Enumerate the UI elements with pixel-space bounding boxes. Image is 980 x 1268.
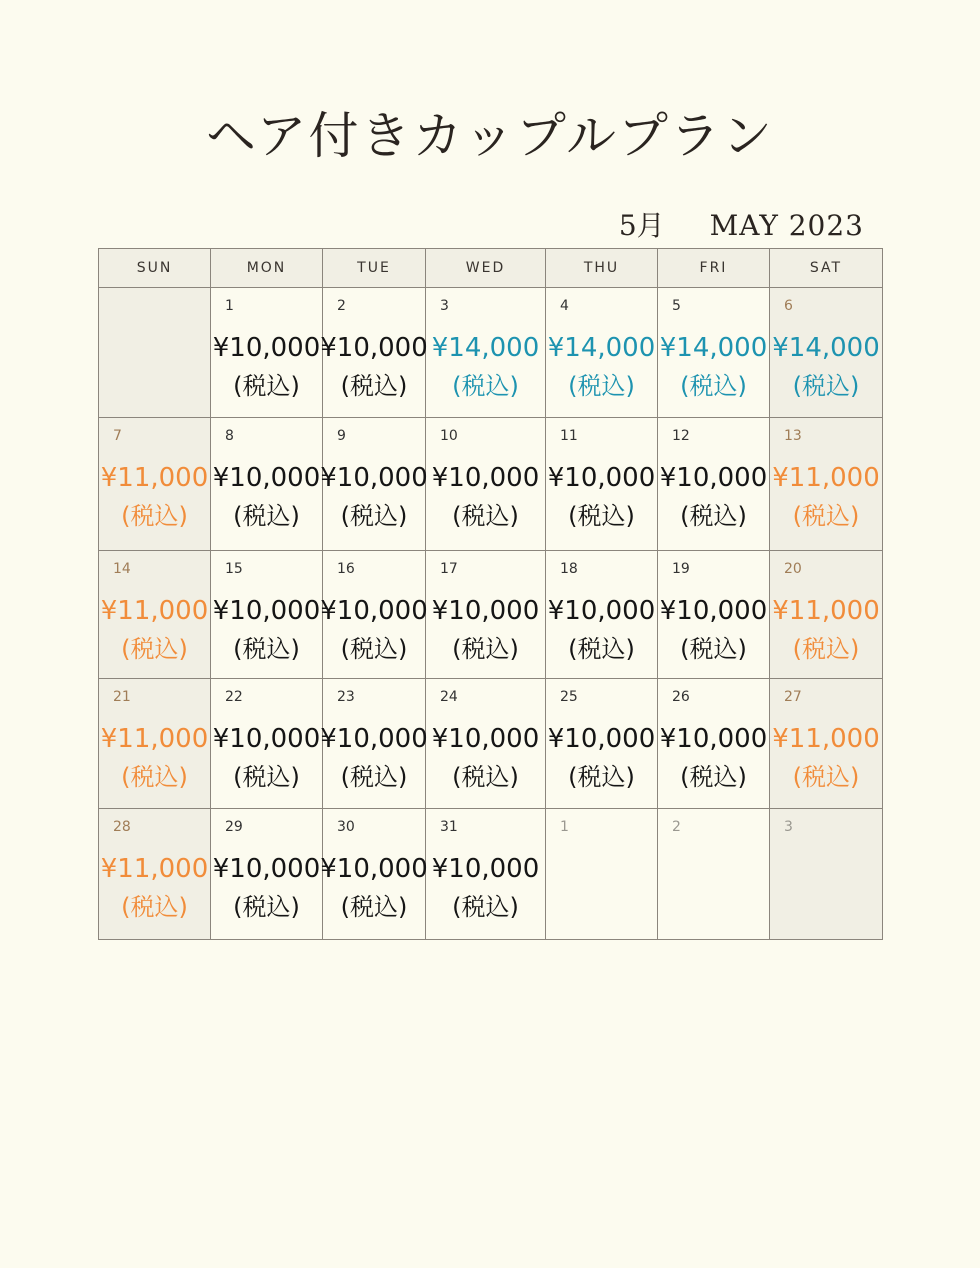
weekday-header: TUE <box>323 249 426 288</box>
price-amount: ¥10,000 <box>547 724 656 754</box>
tax-included-label: (税込) <box>568 763 635 791</box>
day-number: 18 <box>560 561 578 577</box>
tax-included-label: (税込) <box>792 635 860 663</box>
tax-included-label: (税込) <box>568 502 635 530</box>
calendar-week-row <box>99 551 883 679</box>
calendar-day-cell <box>99 551 211 679</box>
calendar-day-cell <box>770 809 883 940</box>
calendar-day-cell <box>426 551 546 679</box>
tax-included-label: (税込) <box>792 372 860 400</box>
tax-included-label: (税込) <box>233 893 300 921</box>
calendar-day-cell <box>99 809 211 940</box>
calendar-day-cell <box>770 418 883 551</box>
calendar-day-cell <box>658 679 770 809</box>
calendar-day-cell <box>426 418 546 551</box>
calendar-day-cell <box>546 551 658 679</box>
price-block <box>760 591 892 667</box>
weekday-header: SAT <box>770 249 883 288</box>
price-amount: ¥11,000 <box>772 596 880 626</box>
calendar-day-cell <box>546 288 658 418</box>
price-amount: ¥10,000 <box>212 596 321 626</box>
tax-included-label: (税込) <box>233 372 300 400</box>
price-block <box>760 719 892 795</box>
tax-included-label: (税込) <box>340 372 408 400</box>
price-amount: ¥10,000 <box>320 724 428 754</box>
calendar-day-cell <box>546 809 658 940</box>
day-number: 1 <box>560 819 569 835</box>
day-number: 24 <box>440 689 458 705</box>
tax-included-label: (税込) <box>233 635 300 663</box>
tax-included-label: (税込) <box>452 635 519 663</box>
price-amount: ¥10,000 <box>431 854 540 884</box>
day-number: 11 <box>560 428 578 444</box>
calendar-week-row <box>99 809 883 940</box>
day-number: 25 <box>560 689 578 705</box>
calendar-day-cell <box>546 418 658 551</box>
day-number: 2 <box>337 298 346 314</box>
day-number: 19 <box>672 561 690 577</box>
price-block <box>416 849 555 925</box>
price-amount: ¥14,000 <box>659 333 768 363</box>
tax-included-label: (税込) <box>452 372 519 400</box>
calendar-day-cell <box>320 288 428 418</box>
page-title: ヘア付きカップルプラン <box>206 107 774 165</box>
price-amount: ¥11,000 <box>100 463 209 493</box>
calendar-day-cell <box>320 679 428 809</box>
weekday-header: WED <box>426 249 546 288</box>
weekday-header: FRI <box>658 249 770 288</box>
calendar-day-cell <box>658 418 770 551</box>
price-amount: ¥11,000 <box>772 463 880 493</box>
price-block <box>416 719 555 795</box>
price-amount: ¥10,000 <box>547 596 656 626</box>
day-number: 16 <box>337 561 355 577</box>
tax-included-label: (税込) <box>340 763 408 791</box>
day-number: 31 <box>440 819 458 835</box>
calendar-day-cell <box>99 679 211 809</box>
price-amount: ¥10,000 <box>659 596 768 626</box>
day-number: 8 <box>225 428 234 444</box>
calendar-day-cell <box>658 551 770 679</box>
day-number: 29 <box>225 819 243 835</box>
price-amount: ¥11,000 <box>772 724 880 754</box>
price-block <box>760 328 892 404</box>
price-amount: ¥10,000 <box>212 333 321 363</box>
price-amount: ¥10,000 <box>212 854 321 884</box>
price-amount: ¥10,000 <box>431 724 540 754</box>
month-jp: 5月 <box>618 209 665 242</box>
calendar-table <box>98 248 883 940</box>
calendar-body <box>99 288 883 940</box>
calendar-day-cell <box>99 288 211 418</box>
price-amount: ¥10,000 <box>320 463 428 493</box>
weekday-header: MON <box>211 249 323 288</box>
calendar-day-cell <box>211 288 323 418</box>
day-number: 5 <box>672 298 681 314</box>
tax-included-label: (税込) <box>340 893 408 921</box>
day-number: 15 <box>225 561 243 577</box>
day-number: 21 <box>113 689 131 705</box>
weekday-header: THU <box>546 249 658 288</box>
month-en: MAY 2023 <box>709 209 864 242</box>
day-number: 14 <box>113 561 131 577</box>
day-number: 3 <box>440 298 449 314</box>
tax-included-label: (税込) <box>340 502 408 530</box>
calendar-day-cell <box>426 288 546 418</box>
price-amount: ¥11,000 <box>100 724 209 754</box>
tax-included-label: (税込) <box>233 763 300 791</box>
day-number: 1 <box>225 298 234 314</box>
calendar-day-cell <box>99 418 211 551</box>
price-amount: ¥11,000 <box>100 596 209 626</box>
calendar-day-cell <box>211 679 323 809</box>
price-amount: ¥14,000 <box>772 333 880 363</box>
tax-included-label: (税込) <box>121 502 188 530</box>
price-block <box>760 458 892 534</box>
day-number: 7 <box>113 428 122 444</box>
calendar-day-cell <box>426 679 546 809</box>
tax-included-label: (税込) <box>680 372 747 400</box>
day-number: 26 <box>672 689 690 705</box>
tax-included-label: (税込) <box>568 372 635 400</box>
price-amount: ¥10,000 <box>659 724 768 754</box>
calendar-day-cell <box>546 679 658 809</box>
price-amount: ¥10,000 <box>320 596 428 626</box>
calendar-week-row <box>99 418 883 551</box>
price-block <box>416 458 555 534</box>
tax-included-label: (税込) <box>121 635 188 663</box>
day-number: 23 <box>337 689 355 705</box>
day-number: 6 <box>784 298 793 314</box>
price-amount: ¥14,000 <box>431 333 540 363</box>
weekday-header: SUN <box>99 249 211 288</box>
price-amount: ¥10,000 <box>320 854 428 884</box>
price-amount: ¥10,000 <box>547 463 656 493</box>
tax-included-label: (税込) <box>233 502 300 530</box>
calendar-day-cell <box>320 809 428 940</box>
calendar-day-cell <box>320 551 428 679</box>
day-number: 28 <box>113 819 131 835</box>
calendar-day-cell <box>211 551 323 679</box>
tax-included-label: (税込) <box>792 763 860 791</box>
day-number: 2 <box>672 819 681 835</box>
day-number: 3 <box>784 819 793 835</box>
calendar-day-cell <box>770 551 883 679</box>
day-number: 9 <box>337 428 346 444</box>
calendar-week-row <box>99 679 883 809</box>
calendar-day-cell <box>658 809 770 940</box>
tax-included-label: (税込) <box>680 763 747 791</box>
calendar-day-cell <box>426 809 546 940</box>
day-number: 12 <box>672 428 690 444</box>
day-number: 30 <box>337 819 355 835</box>
tax-included-label: (税込) <box>568 635 635 663</box>
month-label <box>619 204 864 244</box>
calendar-day-cell <box>770 288 883 418</box>
price-amount: ¥10,000 <box>212 463 321 493</box>
price-amount: ¥10,000 <box>320 333 428 363</box>
calendar-day-cell <box>211 809 323 940</box>
tax-included-label: (税込) <box>680 502 747 530</box>
price-amount: ¥14,000 <box>547 333 656 363</box>
calendar-day-cell <box>211 418 323 551</box>
price-amount: ¥10,000 <box>431 463 540 493</box>
tax-included-label: (税込) <box>340 635 408 663</box>
price-amount: ¥11,000 <box>100 854 209 884</box>
tax-included-label: (税込) <box>121 763 188 791</box>
tax-included-label: (税込) <box>680 635 747 663</box>
tax-included-label: (税込) <box>121 893 188 921</box>
calendar-day-cell <box>320 418 428 551</box>
day-number: 22 <box>225 689 243 705</box>
price-amount: ¥10,000 <box>212 724 321 754</box>
weekday-header-row <box>99 249 883 288</box>
day-number: 17 <box>440 561 458 577</box>
price-block <box>416 328 555 404</box>
day-number: 4 <box>560 298 569 314</box>
day-number: 10 <box>440 428 458 444</box>
tax-included-label: (税込) <box>792 502 860 530</box>
day-number: 20 <box>784 561 802 577</box>
tax-included-label: (税込) <box>452 893 519 921</box>
day-number: 13 <box>784 428 802 444</box>
calendar-week-row <box>99 288 883 418</box>
price-amount: ¥10,000 <box>659 463 768 493</box>
tax-included-label: (税込) <box>452 502 519 530</box>
calendar-day-cell <box>658 288 770 418</box>
price-amount: ¥10,000 <box>431 596 540 626</box>
price-block <box>416 591 555 667</box>
tax-included-label: (税込) <box>452 763 519 791</box>
day-number: 27 <box>784 689 802 705</box>
calendar-day-cell <box>770 679 883 809</box>
